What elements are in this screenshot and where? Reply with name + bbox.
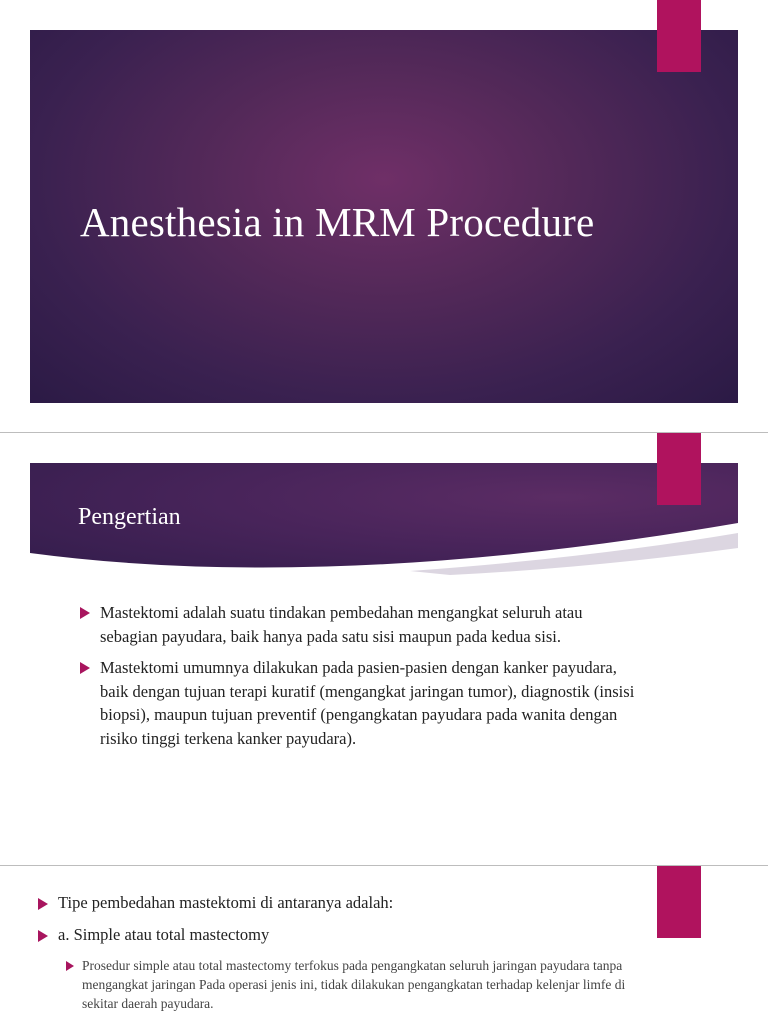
slide-2 [0, 433, 768, 865]
slide-1 [0, 0, 768, 432]
bullet-arrow-icon [38, 898, 48, 910]
bullet-text: a. Simple atau total mastectomy [58, 925, 270, 944]
list-item [78, 601, 638, 648]
slide-title: Anesthesia in MRM Procedure [80, 199, 595, 245]
list-item [36, 892, 636, 914]
slide-3 [0, 866, 768, 1024]
bullet-list [78, 601, 638, 758]
bullet-arrow-icon [80, 662, 90, 674]
bullet-text: Mastektomi umumnya dilakukan pada pasien-pasien dengan kanker payudara, baik dengan tujuan terapi kuratif (mengangkat jaringan tumor), diagnostik (insisi biopsi), maupun tujuan preventif (pengangkatan payudara pada wanita dengan risiko tinggi terkena kanker payudara). [100, 658, 635, 748]
accent-tab [657, 866, 701, 938]
bullet-arrow-icon [38, 930, 48, 942]
accent-tab [657, 433, 701, 505]
bullet-arrow-icon [66, 961, 74, 971]
bullet-text: Tipe pembedahan mastektomi di antaranya adalah: [58, 893, 394, 912]
banner-curve [30, 523, 738, 583]
bullet-list [36, 892, 636, 1021]
sub-bullet-text: Prosedur simple atau total mastectomy terfokus pada pengangkatan seluruh jaringan payudara tanpa mengangkat jaringan Pada operasi jenis ini, tidak dilakukan pengangkatan terhadap kelenjar limfe di sekitar daerah payudara. [82, 958, 626, 1011]
sub-list-item [64, 956, 636, 1013]
slide-title: Pengertian [78, 504, 181, 530]
bullet-text: Mastektomi adalah suatu tindakan pembedahan mengangkat seluruh atau sebagian payudara, baik hanya pada satu sisi maupun pada kedua sisi. [100, 603, 583, 646]
bullet-arrow-icon [80, 607, 90, 619]
list-item [36, 924, 636, 946]
accent-tab [657, 0, 701, 72]
list-item [78, 656, 638, 750]
